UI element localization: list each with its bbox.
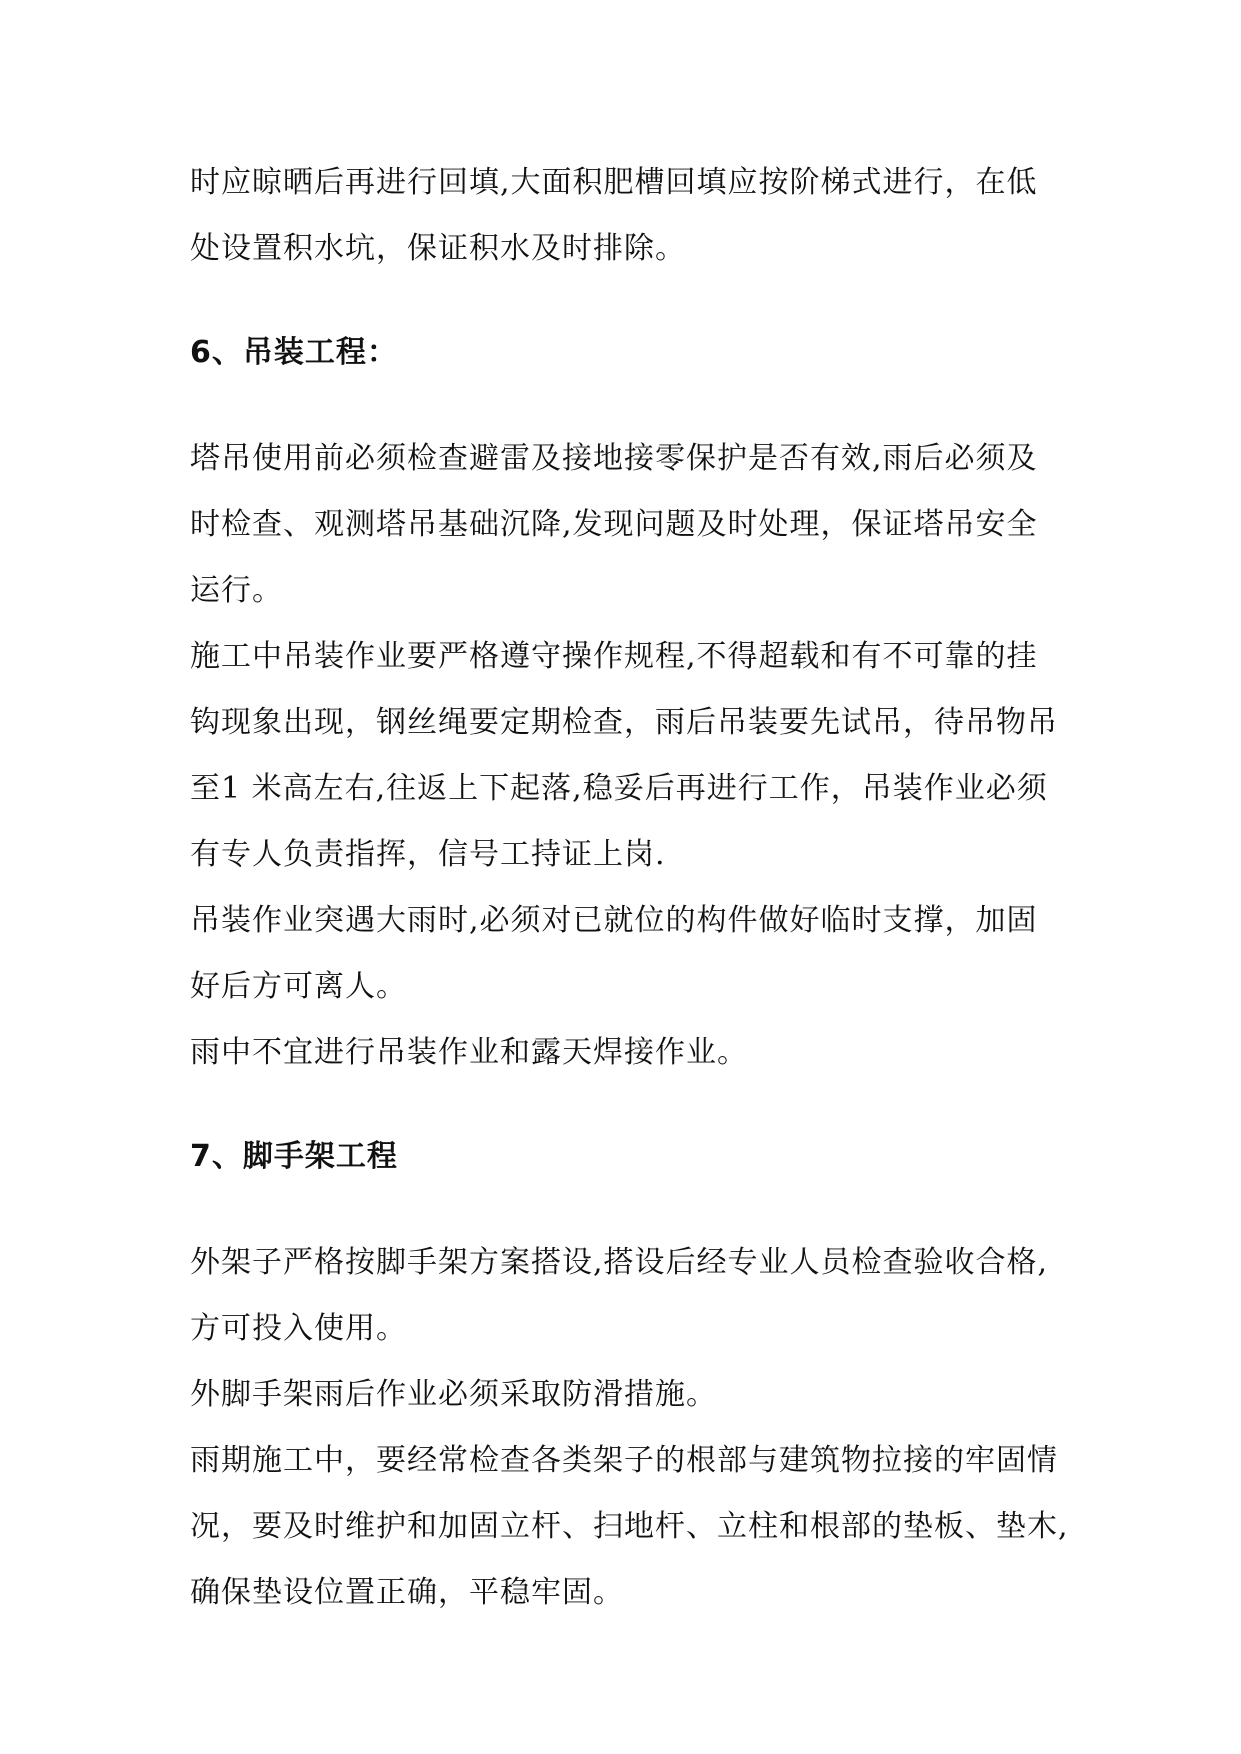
text-line: 况，要及时维护和加固立杆、扫地杆、立柱和根部的垫板、垫木,	[190, 1509, 1069, 1544]
paragraph-backfill	[190, 150, 1070, 282]
text-line: 施工中吊装作业要严格遵守操作规程,不得超载和有不可靠的挂	[190, 639, 1038, 674]
text-line: 钩现象出现，钢丝绳要定期检查，雨后吊装要先试吊，待吊物吊	[190, 705, 1058, 740]
text-line: 时检查、观测塔吊基础沉降,发现问题及时处理，保证塔吊安全	[190, 507, 1038, 542]
paragraph-anti-slip	[190, 1362, 1070, 1428]
text-line: 雨期施工中，要经常检查各类架子的根部与建筑物拉接的牢固情	[190, 1443, 1058, 1478]
paragraph-heavy-rain	[190, 888, 1070, 1020]
paragraph-no-rain-work	[190, 1020, 1070, 1086]
text-line: 好后方可离人。	[190, 969, 407, 1004]
text-line: 吊装作业突遇大雨时,必须对已就位的构件做好临时支撑，加固	[190, 903, 1038, 938]
document-body	[190, 150, 1070, 1626]
text-line: 有专人负责指挥，信号工持证上岗.	[190, 837, 666, 872]
text-line: 外架子严格按脚手架方案搭设,搭设后经专业人员检查验收合格,	[190, 1245, 1049, 1280]
text-line: 雨中不宜进行吊装作业和露天焊接作业。	[190, 1035, 748, 1070]
text-line: 方可投入使用。	[190, 1311, 407, 1346]
text-line: 外脚手架雨后作业必须采取防滑措施。	[190, 1377, 717, 1412]
text-line: 运行。	[190, 573, 283, 608]
paragraph-scaffold-inspection	[190, 1428, 1070, 1626]
paragraph-scaffold-setup	[190, 1230, 1070, 1362]
section-heading-hoisting: 6、吊装工程：	[190, 335, 398, 370]
text-line: 确保垫设位置正确，平稳牢固。	[190, 1575, 624, 1610]
paragraph-tower-crane	[190, 426, 1070, 624]
text-line: 时应晾晒后再进行回填,大面积肥槽回填应按阶梯式进行，在低	[190, 165, 1038, 200]
section-heading-scaffolding: 7、脚手架工程	[190, 1139, 398, 1174]
paragraph-hoisting-operation	[190, 624, 1070, 888]
text-line: 处设置积水坑，保证积水及时排除。	[190, 231, 686, 266]
text-line: 塔吊使用前必须检查避雷及接地接零保护是否有效,雨后必须及	[190, 441, 1038, 476]
text-line: 至1 米高左右,往返上下起落,稳妥后再进行工作，吊装作业必须	[190, 771, 1048, 806]
